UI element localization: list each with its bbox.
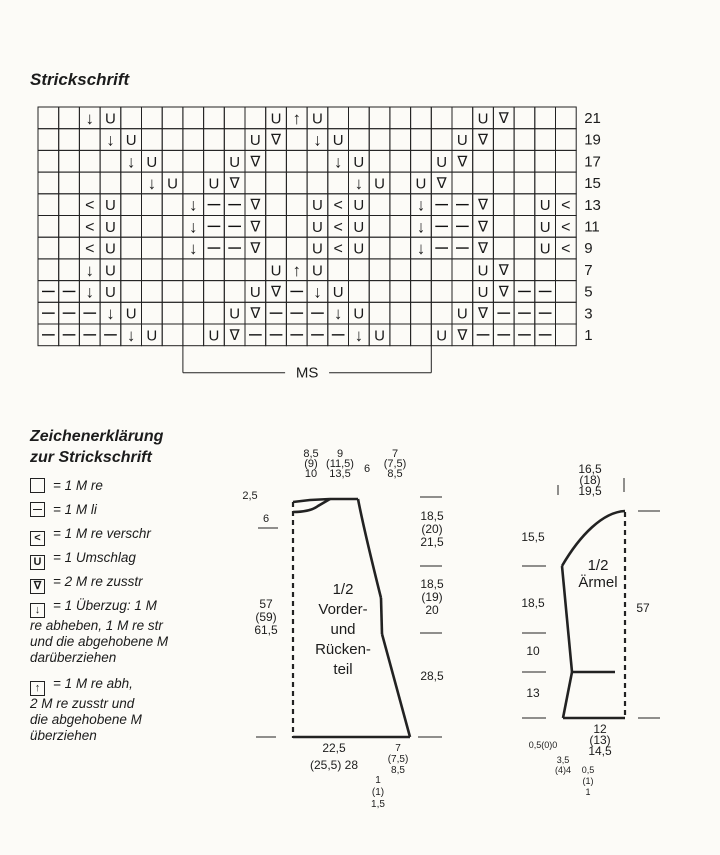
k2tog-mark: ∇	[229, 174, 240, 192]
sleeve-left-dim: 13	[526, 686, 540, 700]
legend-text: überziehen	[30, 728, 97, 743]
body-top-dim: 9	[336, 448, 344, 460]
k2tog-mark: ∇	[457, 326, 468, 344]
skp-mark: ↓	[126, 325, 136, 345]
k2tog-mark: ∇	[271, 283, 282, 301]
chart-title: Strickschrift	[30, 70, 130, 89]
yarn-over-mark: U	[415, 175, 427, 193]
legend-title-line1: Zeichenerklärung	[30, 428, 164, 445]
skp-mark: ↓	[354, 325, 364, 345]
legend-text: re abheben, 1 M re str	[30, 618, 163, 633]
legend-text: = 1 M re abh,	[53, 676, 133, 691]
twisted-knit-mark: <	[85, 197, 95, 215]
twisted-knit-mark: <	[333, 218, 343, 236]
yarn-over-mark: U	[312, 240, 323, 258]
yarn-over-mark: U	[208, 327, 220, 345]
k2tog-mark: ∇	[250, 153, 261, 171]
k2tog-mark: ∇	[498, 261, 509, 279]
k2tog-mark: ∇	[478, 196, 489, 214]
body-top-dim: (7,5)	[383, 458, 407, 470]
body-bottom-dim: (1)	[371, 787, 385, 798]
row-number: 19	[584, 131, 601, 149]
k2tog-mark: ∇	[250, 240, 261, 258]
body-label-line: Vorder-	[318, 601, 368, 618]
body-top-dim: 13,5	[329, 468, 351, 480]
legend-text: = 1 M re	[53, 478, 103, 493]
sleeve-bottom-dim: 3,5	[556, 755, 570, 765]
body-neck-dim: 6	[262, 513, 270, 525]
sk2p-mark: ↑	[292, 108, 301, 128]
body-bottom-dim: (25,5) 28	[309, 758, 359, 772]
yarn-over-mark: U	[477, 262, 489, 280]
yarn-over-mark: U	[374, 175, 385, 193]
body-right-dim: 18,5	[420, 577, 444, 591]
skp-mark: ↓	[85, 282, 94, 302]
sleeve-bottom-dim: 0,5(0)0	[528, 740, 558, 750]
skp-mark: ↓	[313, 130, 322, 150]
legend-text: 2 M re zusstr und	[30, 696, 135, 711]
skp-mark: ↓	[126, 152, 136, 172]
yarn-over-mark: U	[105, 240, 116, 258]
body-bottom-dim: (7,5)	[387, 754, 409, 765]
skp-mark: ↓	[189, 239, 198, 259]
legend-text: und die abgehobene M	[30, 634, 169, 649]
body-top-dim: 8,5	[303, 448, 319, 460]
twisted-knit-mark: <	[333, 197, 343, 215]
twisted-knit-mark: <	[561, 240, 571, 258]
yarn-over-mark: U	[146, 327, 158, 345]
yarn-over-mark: U	[353, 153, 365, 171]
yarn-over-mark: U	[539, 197, 551, 215]
sleeve-bottom-dim: (1)	[582, 776, 594, 786]
yarn-over-mark: U	[332, 283, 344, 301]
yarn-over-mark: U	[436, 153, 448, 171]
sleeve-label-line: Ärmel	[578, 574, 618, 591]
yarn-over-mark: U	[374, 327, 385, 345]
skp-mark: ↓	[333, 152, 343, 172]
yarn-over-mark: U	[332, 132, 344, 150]
k2tog-mark: ∇	[478, 305, 489, 323]
legend-text: die abgehobene M	[30, 712, 142, 727]
yarn-over-mark: U	[312, 262, 323, 280]
k2tog-mark: ∇	[229, 326, 240, 344]
sleeve-bottom-dim: 0,5	[581, 765, 595, 775]
k2tog-mark: ∇	[478, 131, 489, 149]
twisted-knit-mark: <	[85, 240, 95, 258]
sleeve-left-dim: 10	[526, 644, 540, 658]
body-bottom-dim: 1	[375, 775, 381, 786]
body-left-dim: 61,5	[254, 623, 278, 637]
yarn-over-mark: U	[477, 283, 489, 301]
legend-text: = 1 Umschlag	[53, 550, 136, 565]
yarn-over-mark: U	[312, 197, 323, 215]
yarn-over-mark: U	[125, 132, 137, 150]
body-neck-dim: 2,5	[242, 490, 258, 502]
row-number: 3	[584, 305, 593, 323]
skp-mark: ↓	[147, 173, 157, 193]
body-left-dim: (59)	[255, 610, 277, 624]
body-label-line: Rücken-	[315, 641, 371, 658]
row-number: 21	[584, 110, 601, 127]
row-number: 5	[584, 283, 593, 301]
legend-text: = 2 M re zusstr	[53, 574, 143, 589]
k2tog-mark: ∇	[250, 218, 261, 236]
legend-text: darüberziehen	[30, 650, 117, 665]
yarn-over-mark: U	[125, 305, 137, 323]
legend-text: = 1 M li	[53, 502, 97, 517]
body-top-dim: 7	[391, 448, 399, 460]
skp-mark: ↓	[85, 108, 94, 128]
yarn-over-mark: U	[208, 175, 220, 193]
yarn-over-mark: U	[105, 283, 116, 301]
yarn-over-mark: U	[353, 197, 365, 215]
k2tog-mark: ∇	[498, 283, 509, 301]
yarn-over-mark: U	[353, 218, 365, 236]
yarn-over-mark: U	[249, 132, 261, 150]
k2tog-icon: ∇	[30, 579, 45, 594]
sleeve-top-dim: 16,5	[578, 462, 602, 476]
twisted-knit-mark: <	[333, 240, 343, 258]
twisted-knit-mark: <	[85, 218, 95, 236]
sleeve-top-dim: (18)	[579, 473, 601, 487]
skp-mark: ↓	[416, 195, 426, 215]
yarn-over-mark: U	[229, 153, 241, 171]
sleeve-bottom-dim: 14,5	[588, 744, 612, 758]
row-number: 1	[584, 327, 593, 344]
skp-mark: ↓	[313, 282, 322, 302]
body-bottom-dim: 1,5	[371, 799, 385, 810]
skp-mark: ↓	[106, 130, 115, 150]
yarn-over-mark: U	[312, 218, 323, 236]
body-label-line: 1/2	[332, 581, 354, 598]
yarn-over-icon: U	[30, 555, 45, 570]
yarn-over-mark: U	[229, 305, 241, 323]
dimension-labels	[242, 448, 650, 810]
twisted-knit-icon: <	[30, 531, 45, 546]
body-label-line: teil	[333, 661, 353, 678]
skp-mark: ↓	[333, 304, 343, 324]
body-label-line: und	[330, 621, 356, 638]
body-left-dim: 57	[259, 597, 273, 611]
row-number: 9	[584, 240, 593, 258]
yarn-over-mark: U	[477, 110, 489, 128]
twisted-knit-mark: <	[561, 197, 571, 215]
body-top-dim: 8,5	[387, 468, 403, 480]
sleeve-bottom-dim: (13)	[589, 733, 611, 747]
yarn-over-mark: U	[436, 327, 448, 345]
body-bottom-dim: 8,5	[391, 765, 405, 776]
yarn-over-mark: U	[249, 283, 261, 301]
k2tog-mark: ∇	[250, 196, 261, 214]
body-right-dim: (20)	[421, 522, 443, 536]
k2tog-mark: ∇	[478, 240, 489, 258]
sleeve-label-line: 1/2	[587, 557, 609, 574]
sleeve-bottom-dim: 12	[593, 722, 607, 736]
yarn-over-mark: U	[456, 132, 468, 150]
k2tog-mark: ∇	[478, 218, 489, 236]
skp-mark: ↓	[189, 217, 198, 237]
body-top-dim: 10	[304, 468, 318, 480]
k2tog-mark: ∇	[271, 131, 282, 149]
row-number: 15	[584, 175, 601, 193]
k2tog-mark: ∇	[250, 305, 261, 323]
body-right-dim: 21,5	[420, 535, 444, 549]
sk2p-mark: ↑	[292, 260, 301, 280]
twisted-knit-mark: <	[561, 218, 571, 236]
body-top-dim: (9)	[304, 458, 318, 470]
yarn-over-mark: U	[456, 305, 468, 323]
sk2p-icon: ↑	[30, 681, 45, 696]
sleeve-right-dim: 57	[636, 601, 650, 615]
yarn-over-mark: U	[105, 262, 116, 280]
skp-mark: ↓	[416, 239, 426, 259]
yarn-over-mark: U	[105, 197, 116, 215]
k2tog-mark: ∇	[457, 153, 468, 171]
body-top-dim: (11,5)	[326, 458, 354, 470]
legend-text: = 1 Überzug: 1 M	[53, 598, 157, 613]
row-number: 11	[584, 218, 600, 236]
body-right-dim: (19)	[421, 590, 443, 604]
sleeve-left-dim: 18,5	[521, 596, 545, 610]
yarn-over-mark: U	[270, 262, 282, 280]
skp-icon: ↓	[30, 603, 45, 618]
yarn-over-mark: U	[105, 110, 116, 128]
yarn-over-mark: U	[167, 175, 178, 193]
yarn-over-mark: U	[353, 305, 365, 323]
k2tog-mark: ∇	[498, 109, 509, 127]
body-top-dim: 6	[363, 463, 371, 475]
yarn-over-mark: U	[539, 218, 551, 236]
row-number: 17	[584, 153, 601, 171]
body-bottom-dim: 22,5	[322, 741, 346, 755]
skp-mark: ↓	[354, 173, 364, 193]
yarn-over-mark: U	[353, 240, 365, 258]
sleeve-left-dim: 15,5	[521, 530, 545, 544]
yarn-over-mark: U	[105, 218, 116, 236]
row-number: 7	[584, 261, 593, 279]
k2tog-mark: ∇	[436, 174, 447, 192]
yarn-over-mark: U	[146, 153, 158, 171]
skp-mark: ↓	[416, 217, 426, 237]
sleeve-bottom-dim: 1	[585, 787, 591, 797]
body-right-dim: 20	[425, 603, 439, 617]
row-number: 13	[584, 196, 601, 214]
yarn-over-mark: U	[270, 110, 282, 128]
sleeve-top-dim: 19,5	[578, 484, 602, 498]
sleeve-bottom-dim: (4)4	[554, 765, 572, 775]
yarn-over-mark: U	[312, 110, 323, 128]
body-bottom-dim: 7	[395, 743, 401, 754]
legend-title-line2: zur Strickschrift	[30, 449, 152, 466]
skp-mark: ↓	[189, 195, 198, 215]
body-right-dim: 18,5	[420, 509, 444, 523]
body-right-dim: 28,5	[420, 669, 444, 683]
yarn-over-mark: U	[539, 240, 551, 258]
skp-mark: ↓	[106, 304, 115, 324]
legend-text: = 1 M re verschr	[53, 526, 151, 541]
ms-label: MS	[295, 364, 319, 382]
skp-mark: ↓	[85, 260, 94, 280]
